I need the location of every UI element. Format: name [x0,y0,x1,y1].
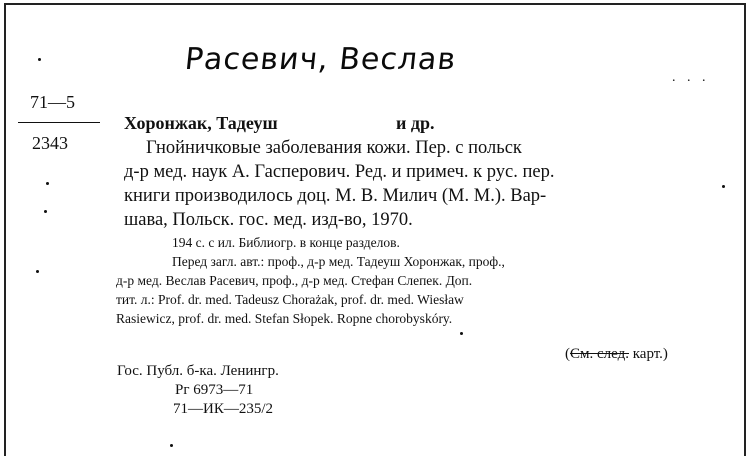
notes-line: 194 с. с ил. Библиогр. в конце разделов. [172,235,400,250]
handwritten-author-note: Расевич, Веслав [183,42,459,77]
library-stamp [117,362,279,419]
bibliographic-description [124,136,712,232]
scan-speck [38,58,41,61]
heading-line [124,113,435,134]
scan-speck [36,270,39,273]
shelf-mark-top: 71—5 [30,92,75,112]
library-line: Гос. Публ. б-ка. Ленингр. [117,363,279,379]
heading-et-al: и др. [396,113,435,133]
library-line: 71—ИК—235/2 [173,401,274,417]
library-line: Рг 6973—71 [175,382,254,398]
marginal-dots: . . . [672,70,710,85]
description-line: шава, Польск. гос. мед. изд-во, 1970. [124,210,413,230]
card-left-edge [4,3,6,456]
scan-speck [170,444,173,447]
scan-speck [46,182,49,185]
scan-speck [722,185,725,188]
notes-block [116,233,716,328]
description-line: Гнойничковые заболевания кожи. Пер. с польск [146,138,522,158]
scan-speck [460,332,463,335]
heading-author: Хоронжак, Тадеуш [124,113,278,133]
notes-line: д-р мед. Веслав Расевич, проф., д-р мед. Стефан Слепек. Доп. [116,273,473,288]
description-line: книги производилось доц. М. В. Милич (М. М.). Вар- [124,186,547,206]
card-right-edge [744,3,746,456]
scan-speck [44,210,47,213]
continuation-struck: См. след. [570,346,629,362]
shelf-mark-bottom: 2343 [32,133,68,153]
description-line: д-р мед. наук А. Гасперович. Ред. и примеч. к рус. пер. [124,162,555,182]
notes-line: тит. л.: Prof. dr. med. Tadeusz Chorażak, prof. dr. med. Wiesław [116,292,464,307]
continuation-rest: карт.) [628,346,668,362]
notes-line: Перед загл. авт.: проф., д-р мед. Тадеуш Хоронжак, проф., [172,254,505,269]
card-top-edge [4,3,746,5]
notes-line: Rasiewicz, prof. dr. med. Stefan Słopek. Ropne chorobyskóry. [116,311,453,326]
shelf-mark-divider [18,122,100,123]
continuation-open: ( [565,346,570,362]
continuation-note [565,346,668,363]
